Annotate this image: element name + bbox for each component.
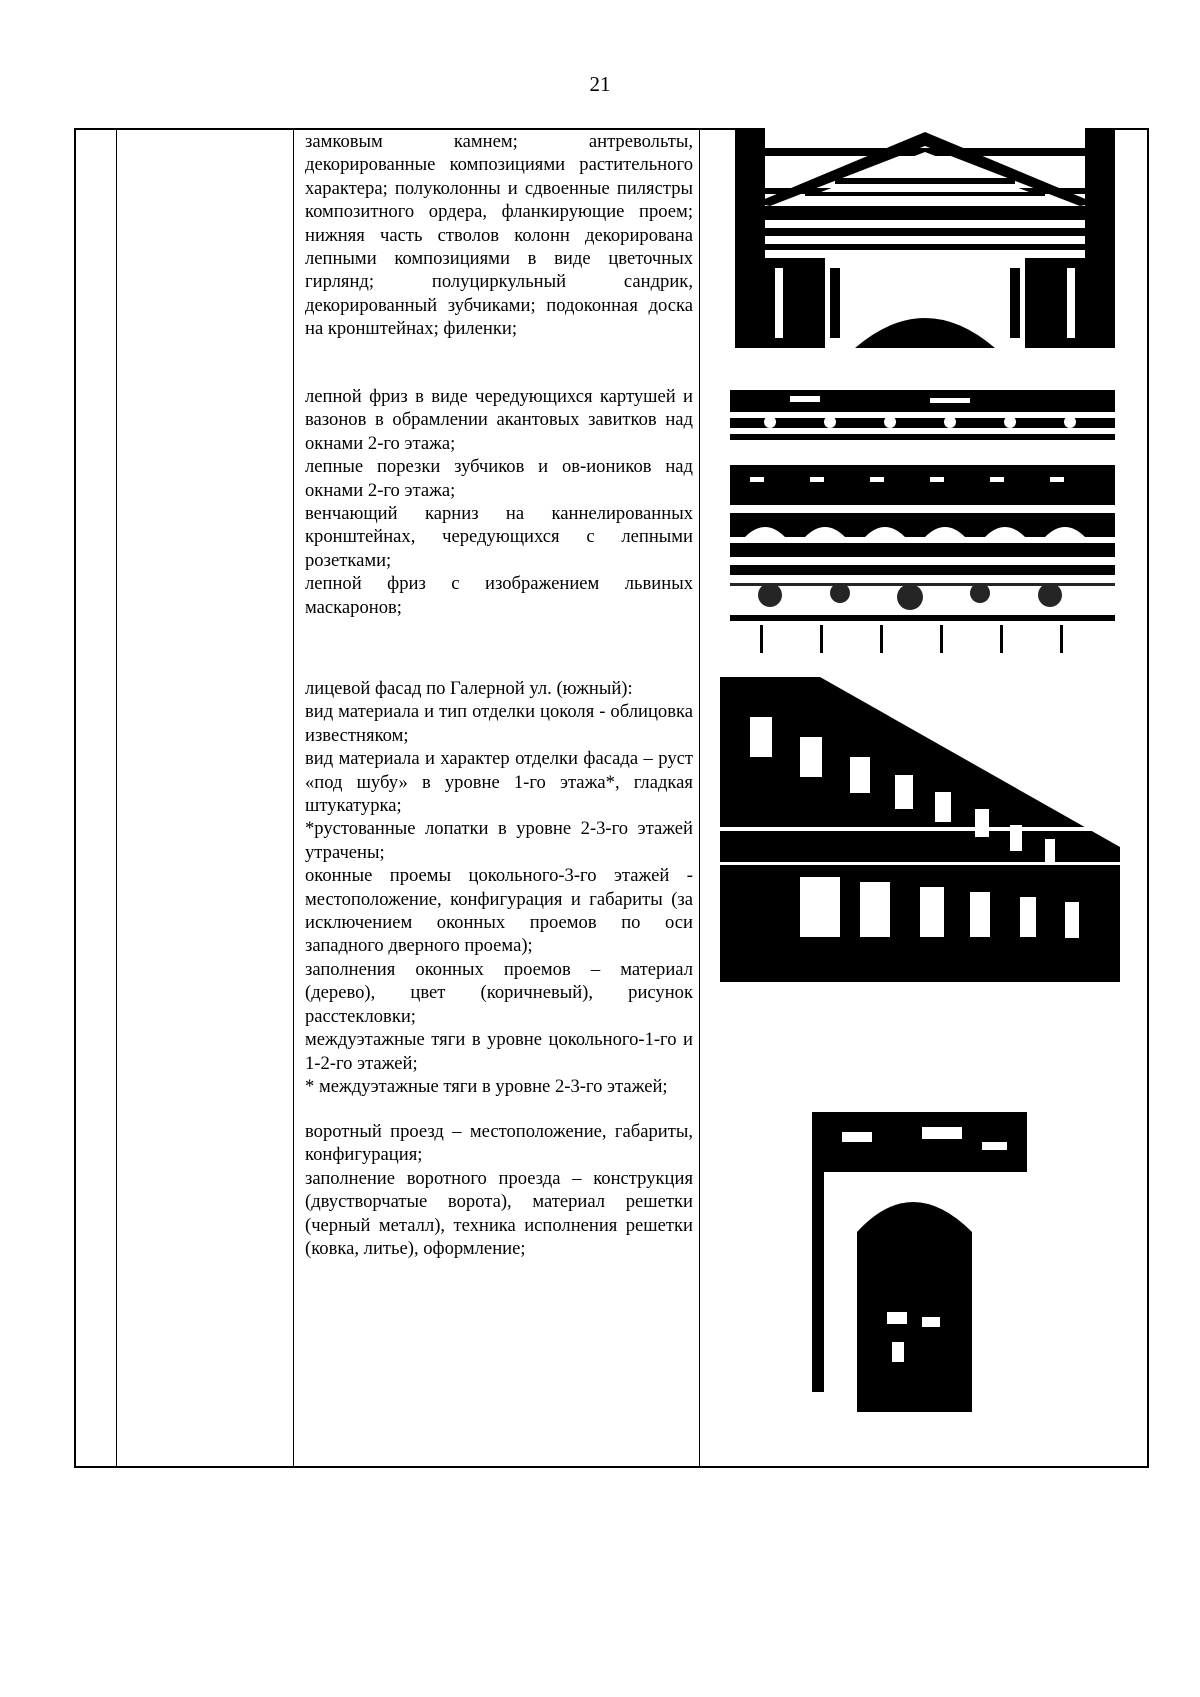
text-block-gateway [305, 1120, 693, 1260]
description-paragraph: лепные порезки зубчиков и ов-иоников над окнами 2-го этажа; [305, 456, 693, 501]
text-block-main-facade [305, 677, 693, 1098]
description-paragraph: междуэтажные тяги в уровне цокольного-1-го и 1-2-го этажей; [305, 1029, 693, 1074]
column-divider [116, 130, 117, 1466]
page-number: 21 [589, 72, 611, 96]
photo-frieze-strip [730, 386, 1115, 446]
description-paragraph: лепной фриз с изображением львиных маскаронов; [305, 573, 693, 618]
description-paragraph: заполнения оконных проемов – материал (дерево), цвет (коричневый), рисунок расстекловки; [305, 958, 693, 1027]
description-paragraph: * междуэтажные тяги в уровне 2-3-го этажей; [305, 1075, 668, 1097]
description-paragraph: лепной фриз в виде чередующихся картушей и вазонов в обрамлении акантовых завитков над окнами 2-го этажа; [305, 386, 693, 454]
description-paragraph: венчающий карниз на каннелированных кронштейнах, чередующихся с лепными розетками; [305, 503, 693, 571]
photo-window-pediment [735, 128, 1115, 348]
photo-gateway [812, 1112, 1027, 1412]
column-divider [293, 130, 294, 1466]
description-paragraph: заполнение воротного проезда – конструкция (двустворчатые ворота), материал решетки (черный металл), техника исполнения решетки (ковка, литье), оформление; [305, 1167, 693, 1260]
description-paragraph: вид материала и характер отделки фасада – руст «под шубу» в уровне 1-го этажа*, гладкая штукатурка; [305, 748, 693, 817]
description-paragraph: вид материала и тип отделки цоколя - облицовка известняком; [305, 701, 693, 746]
description-paragraph: *рустованные лопатки в уровне 2-3-го этажей утрачены; [305, 818, 693, 863]
column-divider [699, 130, 700, 1466]
photo-galernaya-facade [720, 677, 1122, 982]
description-paragraph: лицевой фасад по Галерной ул. (южный): [305, 678, 633, 699]
description-paragraph: воротный проезд – местоположение, габариты, конфигурация; [305, 1121, 693, 1166]
description-paragraph: оконные проемы цокольного-3-го этажей - местоположение, конфигурация и габариты (за исключением оконных проемов по оси западного дверного проема); [305, 865, 693, 957]
text-block-frieze-cornice [305, 385, 693, 619]
description-paragraph: замковым камнем; антревольты, декорированные композициями растительного характера; полуколонны и сдвоенные пилястры композитного ордера, фланкирующие проем; нижняя часть стволов колонн декорирована лепными композициями в виде цветочных гирлянд; полуциркульный сандрик, декорированный зубчиками; подоконная доска на кронштейнах; филенки; [305, 131, 693, 340]
photo-cornice-frieze [730, 465, 1115, 655]
text-block-window-decor [305, 130, 693, 341]
